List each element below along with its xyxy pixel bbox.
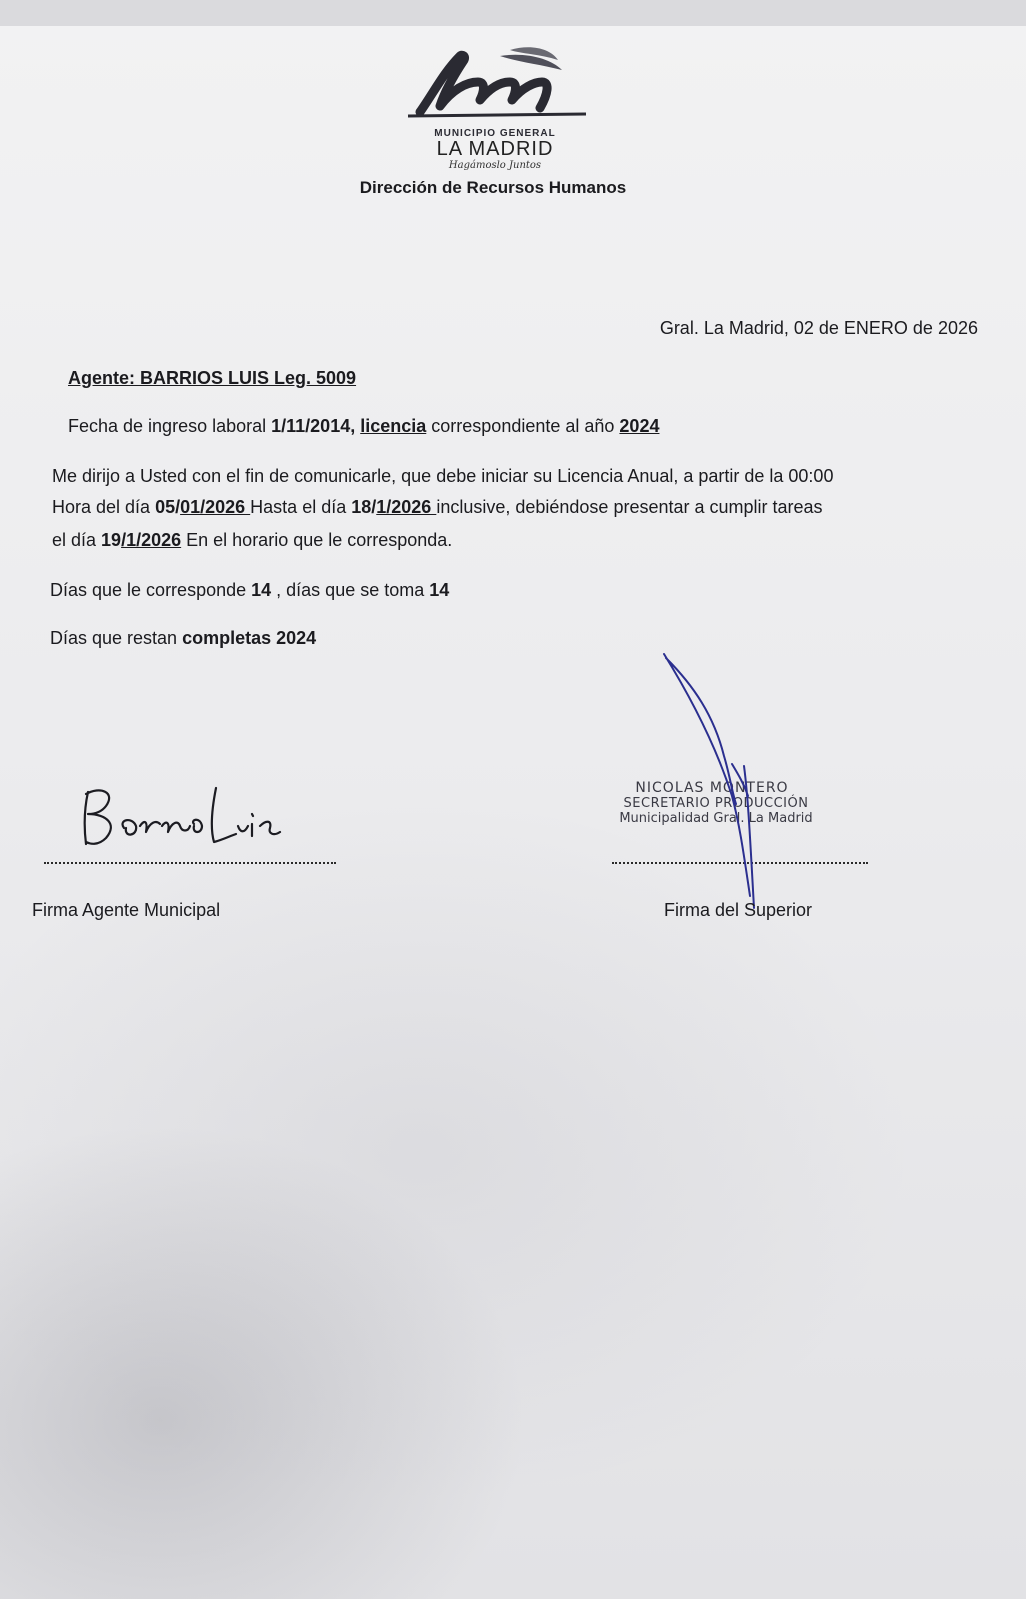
page-edge (0, 0, 1026, 26)
stamp-name: NICOLAS MONTERO (635, 780, 789, 796)
licencia-word: licencia (360, 416, 427, 436)
return-date-day: 19 (101, 530, 122, 550)
end-date-rest: 1/2026 (376, 497, 437, 517)
body2-text-c: inclusive, debiéndose presentar a cumplir tareas (436, 497, 823, 517)
logo-tagline: Hagámoslo Juntos (448, 160, 542, 171)
date-line: Gral. La Madrid, 02 de ENERO de 2026 (659, 318, 978, 338)
days-corresponde-label: Días que le corresponde (50, 580, 252, 600)
ingreso-middle: correspondiente al año (426, 416, 620, 436)
municipality-logo (390, 42, 600, 172)
stamp-role: SECRETARIO PRODUCCIÓN (623, 796, 809, 811)
agent-signature-label: Firma Agente Municipal (32, 900, 221, 920)
body-line-3 (52, 530, 452, 551)
days-corresponde-value: 14 (251, 580, 272, 600)
days-toma-value: 14 (429, 580, 450, 600)
lm-logo-icon (400, 42, 590, 122)
superior-signature-label: Firma del Superior (664, 900, 813, 920)
body-line-1: Me dirijo a Usted con el fin de comunicarle, que debe iniciar su Licencia Anual, a partir de la 00:00 (52, 466, 834, 486)
end-date-day: 18/ (351, 497, 377, 517)
days-toma-label: , días que se toma (271, 580, 430, 600)
ingreso-prefix: Fecha de ingreso laboral (68, 416, 272, 436)
agent-handwritten-signature (40, 780, 340, 856)
department-title: Dirección de Recursos Humanos (359, 178, 627, 197)
superior-handwritten-signature (640, 646, 790, 916)
stamp-org: Municipalidad Gral. La Madrid (619, 811, 813, 826)
return-date-rest: /1/2026 (121, 530, 182, 550)
days-restan-value: completas 2024 (182, 628, 317, 648)
ingreso-line (68, 416, 659, 437)
agent-signature-line (44, 862, 336, 864)
body2-text-a: Hora del día (52, 497, 156, 517)
body3-text-a: el día (52, 530, 102, 550)
logo-main-text: LA MADRID (436, 138, 554, 160)
days-line-1 (50, 580, 449, 601)
agent-line: Agente: BARRIOS LUIS Leg. 5009 (68, 368, 357, 388)
days-line-2 (50, 628, 316, 649)
ingreso-date: 1/11/2014, (271, 416, 356, 436)
days-restan-label: Días que restan (50, 628, 183, 648)
body2-text-b: Hasta el día (250, 497, 352, 517)
start-date-day: 05/ (155, 497, 181, 517)
license-year: 2024 (619, 416, 660, 436)
logo-small-text: MUNICIPIO GENERAL (434, 128, 556, 139)
start-date-rest: 01/2026 (180, 497, 251, 517)
body-line-2 (52, 497, 823, 518)
body3-text-b: En el horario que le corresponda. (181, 530, 453, 550)
